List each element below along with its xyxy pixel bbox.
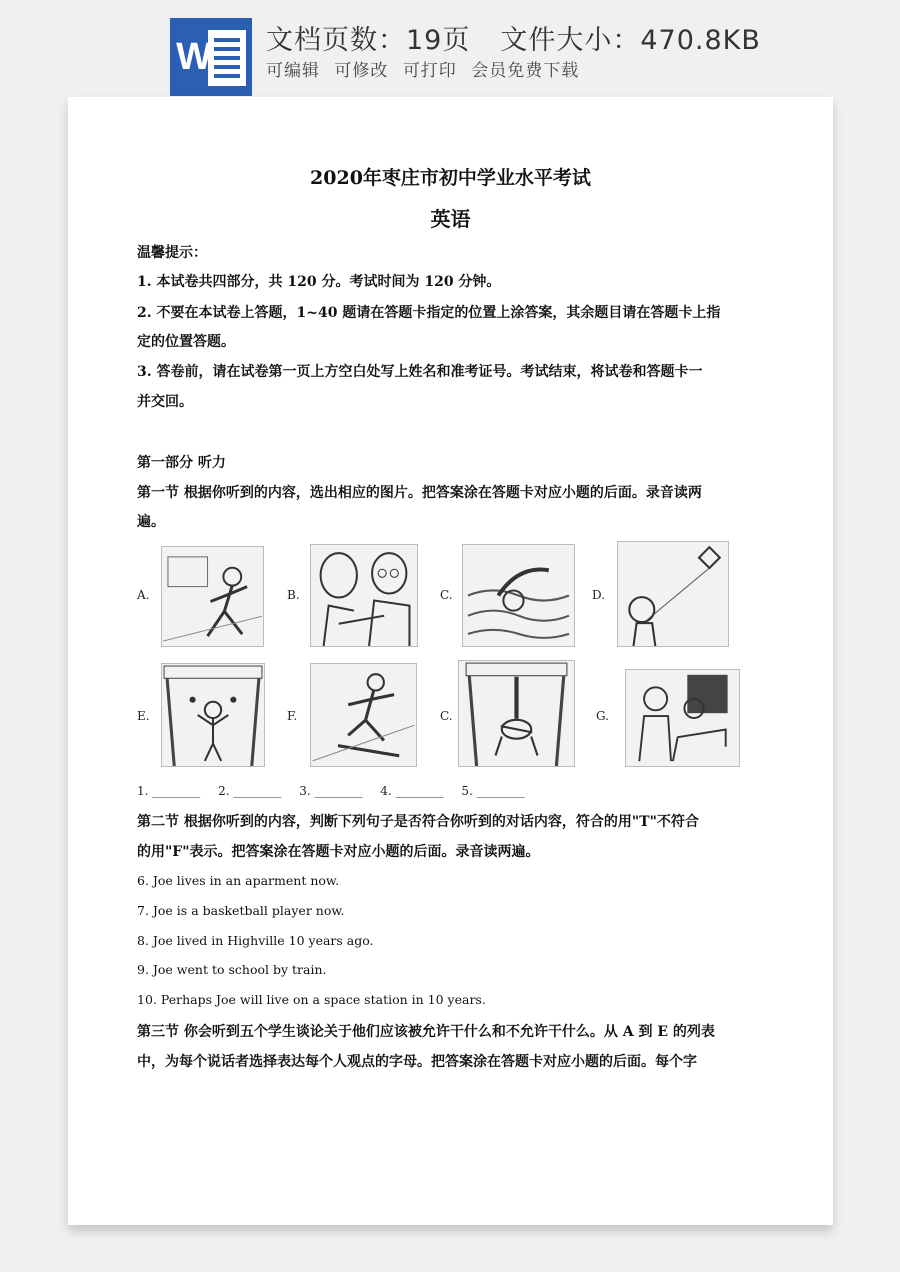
exam-title: 2020年枣庄市初中学业水平考试 — [310, 167, 591, 189]
running-boy-icon — [161, 546, 264, 647]
pic-label-d: D. — [592, 588, 606, 602]
question-10: 10. Perhaps Joe will live on a space station in 10 years. — [137, 992, 486, 1007]
feature-editable: 可编辑 — [266, 61, 320, 81]
tips-heading: 温馨提示： — [137, 245, 207, 261]
feature-modifiable: 可修改 — [334, 61, 389, 81]
feature-member-download: 会员免费下载 — [471, 61, 580, 81]
girl-flying-kite-icon — [617, 541, 729, 647]
section-3-line-1: 第三节 你会听到五个学生谈论关于他们应该被允许干什么和不允许干什么。从 A 到 E 的列表 — [137, 1024, 715, 1040]
feature-printable: 可打印 — [402, 61, 457, 81]
skateboarder-icon — [310, 663, 417, 767]
pic-label-e: E. — [137, 709, 150, 723]
pic-label-a: A. — [137, 588, 150, 602]
violinist-talent-show-icon — [458, 660, 575, 767]
feature-list — [266, 56, 587, 81]
blank-1: 1. ________ — [137, 784, 201, 798]
pic-label-g: G. — [596, 709, 609, 723]
document-page — [68, 97, 833, 1225]
exam-subject: 英语 — [430, 207, 471, 231]
section-2-line-2: 的用"F"表示。把答案涂在答题卡对应小题的后面。录音读两遍。 — [137, 844, 540, 860]
section-2-line-1: 第二节 根据你听到的内容，判断下列句子是否符合你听到的对话内容，符合的用"T"不符合 — [137, 814, 699, 830]
section-1-line-1: 第一节 根据你听到的内容，选出相应的图片。把答案涂在答题卡对应小题的后面。录音读两 — [137, 485, 702, 501]
word-document-icon: W — [170, 18, 252, 96]
part-1-heading: 第一部分 听力 — [137, 455, 226, 471]
download-banner — [0, 0, 900, 100]
tip-2-line-2: 定的位置答题。 — [137, 334, 235, 350]
pic-label-c2: C. — [440, 709, 453, 723]
tip-2-line-1: 2. 不要在本试卷上答题，1~40 题请在答题卡指定的位置上涂答案，其余题目请在答题卡上指 — [137, 305, 721, 321]
tip-1: 1. 本试卷共四部分，共 120 分。考试时间为 120 分钟。 — [137, 274, 501, 290]
pic-label-f: F. — [287, 709, 298, 723]
question-9: 9. Joe went to school by train. — [137, 962, 327, 977]
file-info — [266, 18, 761, 57]
tip-3-line-1: 3. 答卷前，请在试卷第一页上方空白处写上姓名和准考证号。考试结束，将试卷和答题卡一 — [137, 364, 703, 380]
blank-2: 2. ________ — [218, 784, 282, 798]
swimmer-icon — [462, 544, 575, 647]
pic-label-c: C. — [440, 588, 453, 602]
tip-3-line-2: 并交回。 — [137, 394, 193, 410]
juggler-talent-show-icon — [161, 663, 265, 767]
file-size: 文件大小：470.8KB — [500, 25, 761, 56]
page-count: 文档页数：19页 — [266, 25, 471, 56]
answer-blanks — [137, 784, 539, 798]
blank-3: 3. ________ — [299, 784, 363, 798]
pic-label-b: B. — [287, 588, 300, 602]
question-8: 8. Joe lived in Highville 10 years ago. — [137, 933, 374, 948]
question-7: 7. Joe is a basketball player now. — [137, 903, 345, 918]
blank-5: 5. ________ — [461, 784, 525, 798]
two-people-talking-icon — [310, 544, 418, 647]
blank-4: 4. ________ — [380, 784, 444, 798]
section-3-line-2: 中，为每个说话者选择表达每个人观点的字母。把答案涂在答题卡对应小题的后面。每个字 — [137, 1054, 697, 1070]
question-6: 6. Joe lives in an aparment now. — [137, 873, 340, 888]
section-1-line-2: 遍。 — [137, 514, 165, 530]
students-at-desk-icon — [625, 669, 740, 767]
